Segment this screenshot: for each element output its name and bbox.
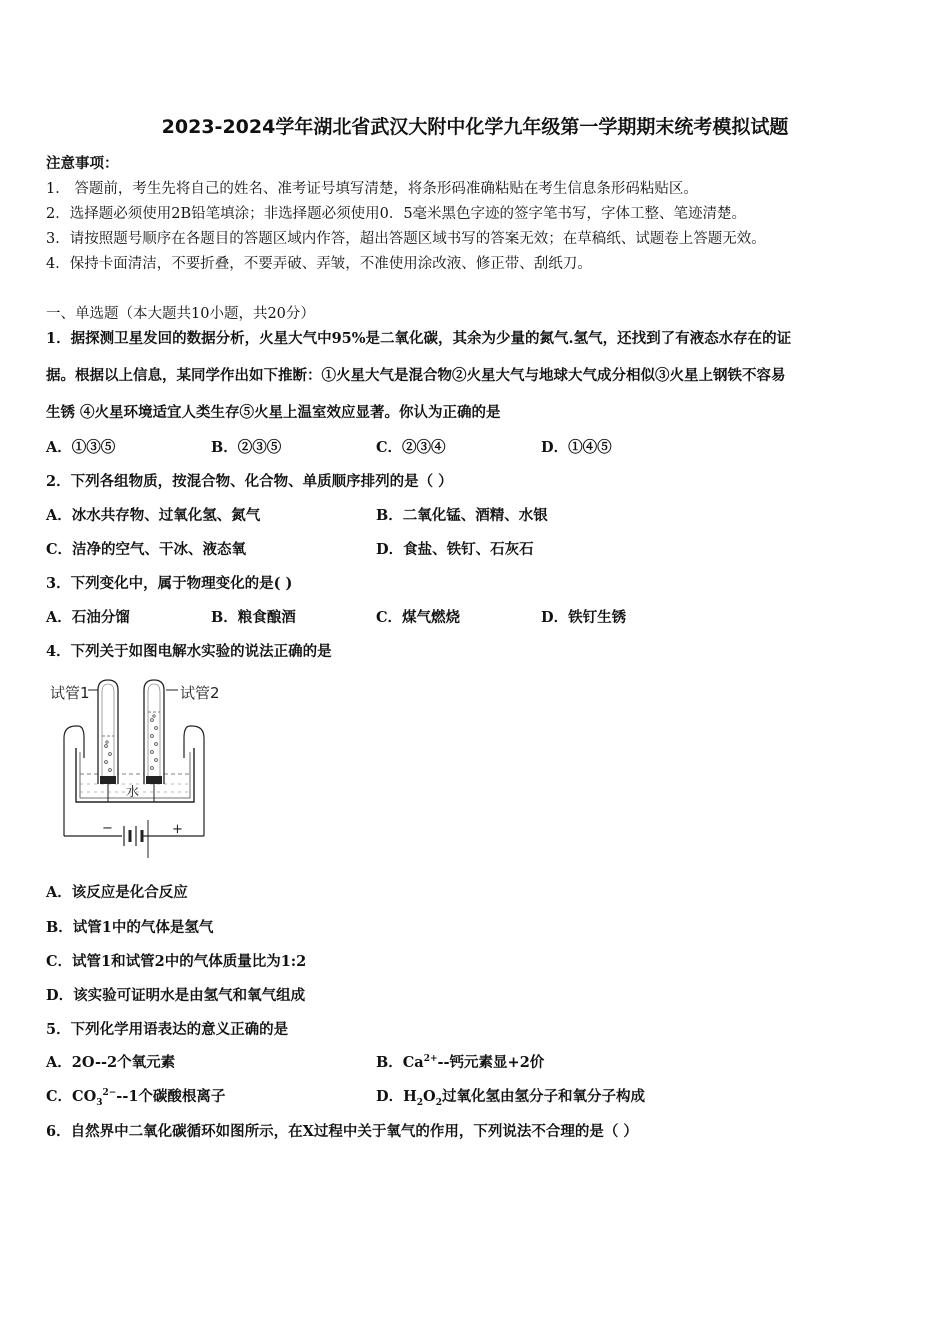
- notice-item: 4．保持卡面清洁，不要折叠，不要弄破、弄皱，不准使用涂改液、修正带、刮纸刀。: [46, 256, 592, 272]
- notice-item: 1． 答题前，考生先将自己的姓名、准考证号填写清楚，将条形码准确粘贴在考生信息条形码粘贴区。: [46, 181, 698, 197]
- question-2-option-d: D．食盐、铁钉、石灰石: [376, 541, 534, 558]
- question-4-option-d: D．该实验可证明水是由氢气和氧气组成: [46, 987, 306, 1004]
- electrolysis-diagram: [44, 676, 244, 866]
- negative-sign: −: [102, 821, 113, 836]
- question-1-line: 生锈 ④火星环境适宜人类生存⑤火星上温室效应显著。你认为正确的是: [46, 404, 501, 421]
- question-2-option-b: B．二氧化锰、酒精、水银: [376, 507, 548, 524]
- question-4-stem: 4．下列关于如图电解水实验的说法正确的是: [46, 643, 332, 660]
- electrode-positive: [146, 776, 162, 784]
- question-3-option-c: C．煤气燃烧: [376, 609, 461, 626]
- question-3-option-d: D．铁钉生锈: [541, 609, 627, 626]
- question-1-option-d: D．①④⑤: [541, 439, 612, 456]
- tube-1-label: 试管1: [50, 684, 90, 702]
- notice-item: 2．选择题必须使用2B铅笔填涂；非选择题必须使用0．5毫米黑色字迹的签字笔书写，字体工整、笔迹清楚。: [46, 206, 747, 222]
- page-title: 2023-2024学年湖北省武汉大附中化学九年级第一学期期末统考模拟试题: [161, 116, 789, 138]
- question-2-stem: 2．下列各组物质，按混合物、化合物、单质顺序排列的是（ ）: [46, 473, 453, 490]
- question-5-option-c: C．$CO_3^{2-}--1$个碳酸根离子: [46, 1088, 226, 1108]
- question-3-stem: 3．下列变化中，属于物理变化的是( ): [46, 575, 293, 592]
- question-4-option-b: B．试管1中的气体是氢气: [46, 919, 214, 936]
- question-1-option-c: C．②③④: [376, 439, 446, 456]
- water-label: 水: [126, 785, 140, 800]
- question-4-option-a: A．该反应是化合反应: [46, 884, 188, 901]
- electrode-negative: [100, 776, 116, 784]
- notice-item: 3．请按照题号顺序在各题目的答题区域内作答，超出答题区域书写的答案无效；在草稿纸、试题卷上答题无效。: [46, 231, 766, 247]
- question-1-line: 1．据探测卫星发回的数据分析，火星大气中95%是二氧化碳，其余为少量的氮气.氢气，还找到了有液态水存在的证: [46, 330, 792, 347]
- question-1-option-a: A．①③⑤: [46, 439, 116, 456]
- question-6-stem: 6．自然界中二氧化碳循环如图所示，在X过程中关于氧气的作用，下列说法不合理的是（ ）: [46, 1123, 638, 1140]
- question-5-option-d: D．$H_2O_2$过氧化氢由氢分子和氧分子构成: [376, 1088, 645, 1108]
- question-3-option-b: B．粮食酿酒: [211, 609, 296, 626]
- notice-heading: 注意事项：: [46, 155, 119, 172]
- question-2-option-a: A．冰水共存物、过氧化氢、氮气: [46, 507, 261, 524]
- question-5-option-b: B．$Ca^{2+}--$钙元素显+2价: [376, 1054, 545, 1071]
- tube-2-label: 试管2: [180, 684, 220, 702]
- question-3-option-a: A．石油分馏: [46, 609, 130, 626]
- question-1-line: 据。根据以上信息，某同学作出如下推断：①火星大气是混合物②火星大气与地球大气成分相似③火星上钢铁不容易: [46, 367, 786, 384]
- question-5-stem: 5．下列化学用语表达的意义正确的是: [46, 1021, 289, 1038]
- question-5-option-a: A．2O--2个氧元素: [46, 1054, 176, 1071]
- positive-sign: +: [172, 822, 183, 837]
- question-2-option-c: C．洁净的空气、干冰、液态氧: [46, 541, 247, 558]
- section-heading: 一、单选题（本大题共10小题，共20分）: [46, 306, 315, 322]
- question-1-option-b: B．②③⑤: [211, 439, 282, 456]
- question-4-option-c: C．试管1和试管2中的气体质量比为1:2: [46, 953, 307, 970]
